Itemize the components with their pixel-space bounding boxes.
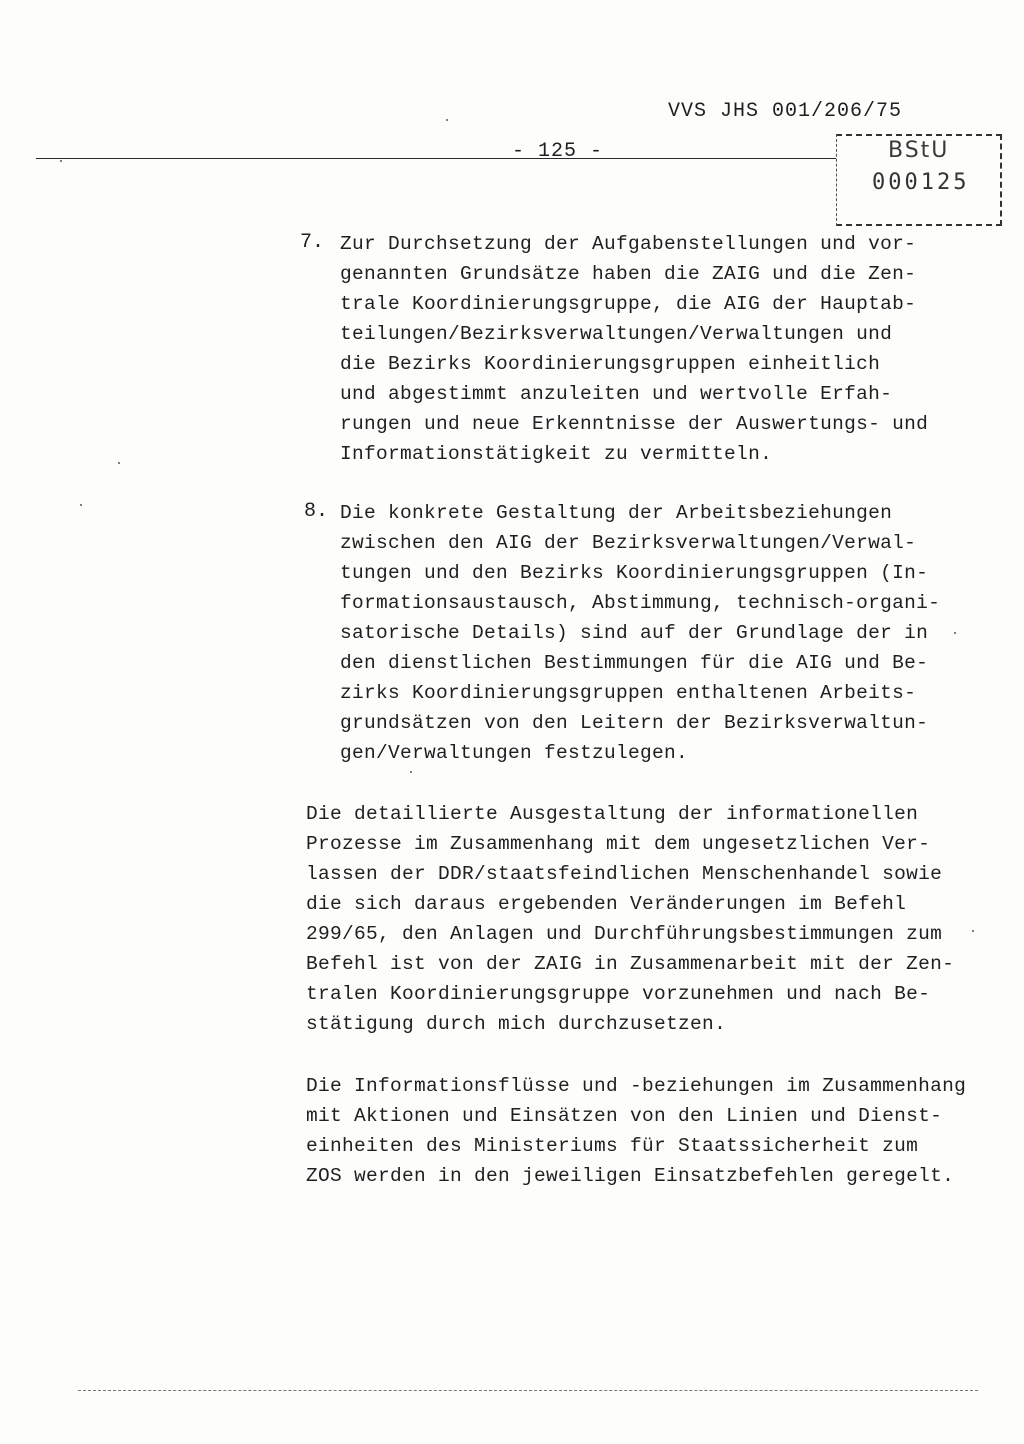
scan-speck xyxy=(410,771,412,773)
text-line: Die detaillierte Ausgestaltung der informationellen xyxy=(306,803,919,825)
text-line: und abgestimmt anzuleiten und wertvolle Erfah- xyxy=(340,383,893,405)
text-line: die Bezirks Koordinierungsgruppen einheitlich xyxy=(340,353,881,375)
text-line: trale Koordinierungsgruppe, die AIG der Hauptab- xyxy=(340,293,917,315)
text-line: zwischen den AIG der Bezirksverwaltungen/Verwal- xyxy=(340,532,917,554)
text-line: Die Informationsflüsse und -beziehungen im Zusammenhang xyxy=(306,1075,967,1097)
footer-scan-line xyxy=(78,1390,978,1391)
text-line: genannten Grundsätze haben die ZAIG und die Zen- xyxy=(340,263,917,285)
scan-speck xyxy=(446,119,448,121)
text-line: teilungen/Bezirksverwaltungen/Verwaltungen und xyxy=(340,323,893,345)
scan-speck xyxy=(972,930,974,932)
text-line: 299/65, den Anlagen und Durchführungsbestimmungen zum xyxy=(306,923,943,945)
text-line: Die konkrete Gestaltung der Arbeitsbeziehungen xyxy=(340,502,893,524)
text-line: ZOS werden in den jeweiligen Einsatzbefehlen geregelt. xyxy=(306,1165,955,1187)
text-line: einheiten des Ministeriums für Staatssicherheit zum xyxy=(306,1135,919,1157)
text-line: Befehl ist von der ZAIG in Zusammenarbeit mit der Zen- xyxy=(306,953,955,975)
text-line: tralen Koordinierungsgruppe vorzunehmen und nach Be- xyxy=(306,983,931,1005)
text-line: formationsaustausch, Abstimmung, technisch-organi- xyxy=(340,592,941,614)
item-number: 8. xyxy=(304,500,329,523)
text-line: Informationstätigkeit zu vermitteln. xyxy=(340,443,773,465)
text-line: die sich daraus ergebenden Veränderungen im Befehl xyxy=(306,893,907,915)
text-line: mit Aktionen und Einsätzen von den Linien und Dienst- xyxy=(306,1105,943,1127)
text-line: zirks Koordinierungsgruppen enthaltenen Arbeits- xyxy=(340,682,917,704)
numbered-item-7 xyxy=(340,229,928,469)
text-line: Prozesse im Zusammenhang mit dem ungesetzlichen Ver- xyxy=(306,833,931,855)
text-line: lassen der DDR/staatsfeindlichen Menschenhandel sowie xyxy=(306,863,943,885)
item-number: 7. xyxy=(300,231,325,254)
text-line: grundsätzen von den Leitern der Bezirksverwaltun- xyxy=(340,712,929,734)
page-number: - 125 - xyxy=(512,140,604,163)
text-line: tungen und den Bezirks Koordinierungsgruppen (In- xyxy=(340,562,929,584)
paragraph-ausgestaltung xyxy=(306,799,954,1039)
scan-speck xyxy=(60,160,62,162)
paragraph-informationsfluesse xyxy=(306,1071,966,1191)
header-rule xyxy=(36,158,836,159)
text-line: satorische Details) sind auf der Grundlage der in xyxy=(340,622,929,644)
scan-speck xyxy=(954,632,956,634)
numbered-item-8 xyxy=(340,498,940,768)
text-line: stätigung durch mich durchzusetzen. xyxy=(306,1013,727,1035)
text-line: gen/Verwaltungen festzulegen. xyxy=(340,742,689,764)
text-line: den dienstlichen Bestimmungen für die AIG und Be- xyxy=(340,652,929,674)
scan-speck xyxy=(118,462,120,464)
text-line: rungen und neue Erkenntnisse der Auswertungs- und xyxy=(340,413,929,435)
text-line: Zur Durchsetzung der Aufgabenstellungen und vor- xyxy=(340,233,917,255)
stamp-organization: BStU xyxy=(888,138,950,163)
stamp-number: 000125 xyxy=(872,170,970,195)
scan-speck xyxy=(80,504,82,506)
document-reference: VVS JHS 001/206/75 xyxy=(668,100,903,123)
